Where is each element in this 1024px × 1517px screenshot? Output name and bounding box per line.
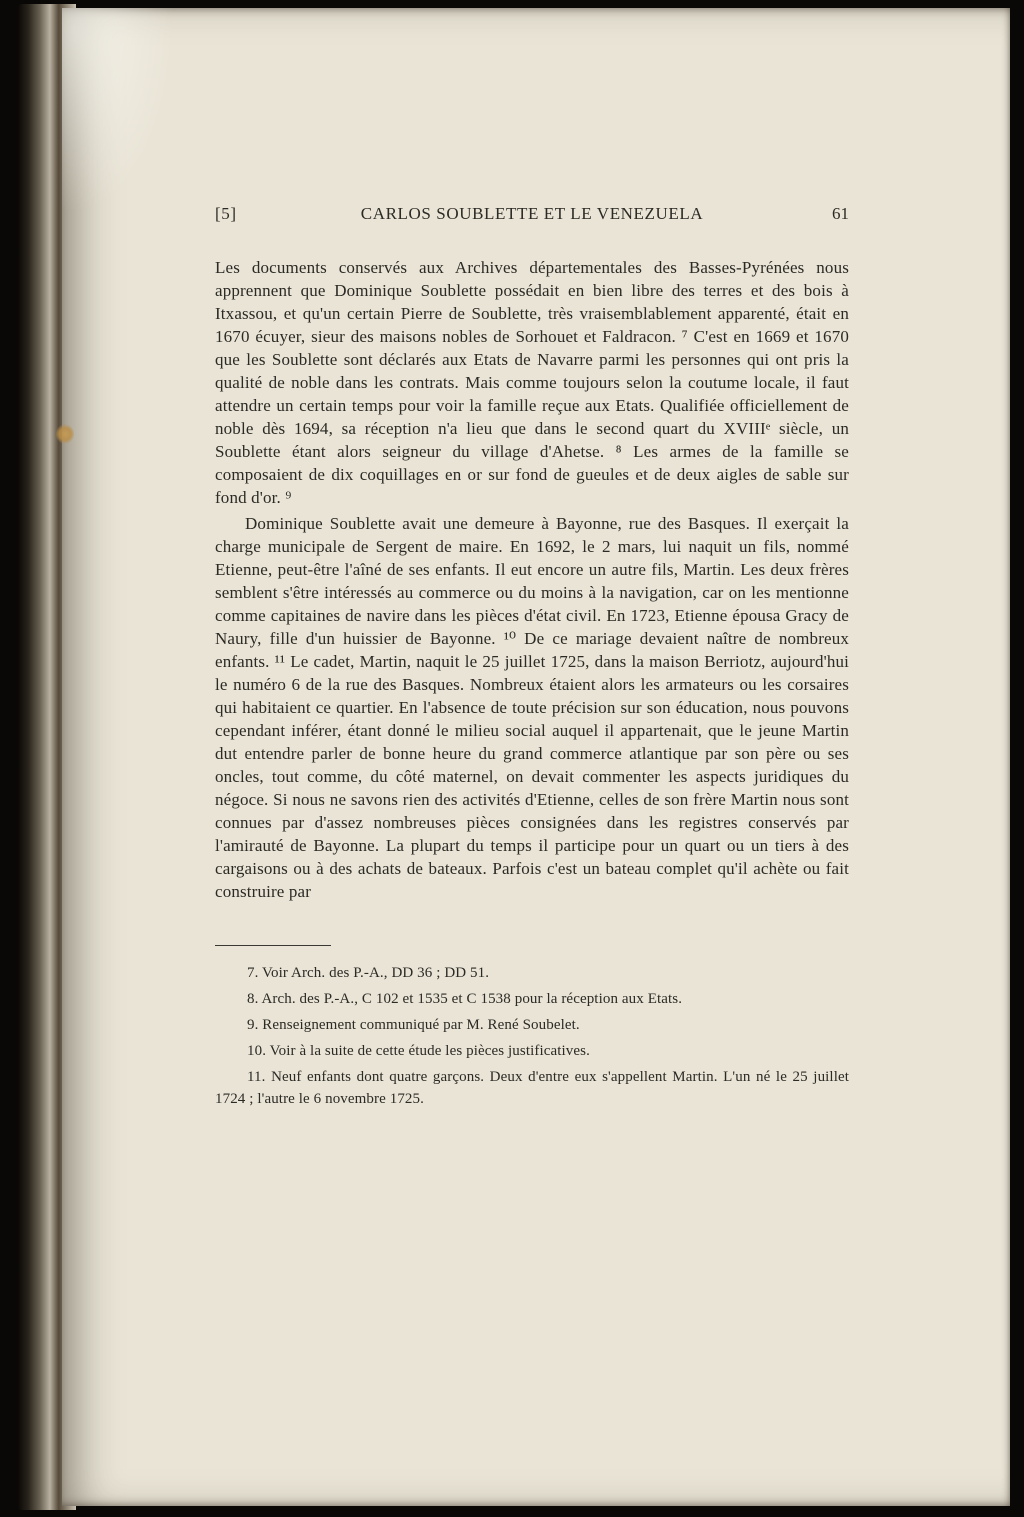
header-bracket-number: [5] [215, 204, 237, 223]
paragraph: Dominique Soublette avait une demeure à Bayonne, rue des Basques. Il exerçait la charge municipale de Sergent de maire. En 1692, le 2 mars, lui naquit un fils, nommé Etienne, peut-être l'aîné de ses enfants. Il eut encore un autre fils, Martin. Les deux frères semblent s'être intéressés au commerce ou du moins à la navigation, car on les mentionne comme capitaines de navire dans les pièces d'état civil. En 1723, Etienne épousa Gracy de Naury, fille d'un huissier de Bayonne. ¹⁰ De ce mariage devaient naître de nombreux enfants. ¹¹ Le cadet, Martin, naquit le 25 juillet 1725, dans la maison Berriotz, aujourd'hui le numéro 6 de la rue des Basques. Nombreux étaient alors les armateurs ou les corsaires qui habitaient ce quartier. En l'absence de toute précision sur son éducation, nous pouvons cependant inférer, étant donné le milieu social auquel il appartenait, que le jeune Martin dut entendre parler de bonne heure du grand commerce atlantique par son père ou ses oncles, tout comme, du côté maternel, on devait commenter les aspects juridiques du négoce. Si nous ne savons rien des activités d'Etienne, celles de son frère Martin nous sont connues par d'assez nombreuses pièces consignées dans les registres conservés par l'amirauté de Bayonne. La plupart du temps il participe pour un quart ou un tiers à des cargaisons ou à des achats de bateaux. Parfois c'est un bateau complet qu'il achète ou fait construire par [215, 514, 849, 901]
footnote: 9. Renseignement communiqué par M. René Soubelet. [247, 1017, 580, 1033]
footnote: 10. Voir à la suite de cette étude les pièces justificatives. [247, 1043, 590, 1059]
page-curl-highlight [62, 8, 182, 228]
footnote: 7. Voir Arch. des P.-A., DD 36 ; DD 51. [247, 965, 490, 981]
book-page [62, 8, 1010, 1506]
footnote-separator [215, 945, 331, 946]
running-title: CARLOS SOUBLETTE ET LE VENEZUELA [360, 204, 704, 223]
footnote: 11. Neuf enfants dont quatre garçons. Deux d'entre eux s'appellent Martin. L'un né le 25 juillet 1724 ; l'autre le 6 novembre 1725. [215, 1069, 849, 1107]
page-number: 61 [832, 204, 849, 223]
footnote: 8. Arch. des P.-A., C 102 et 1535 et C 1538 pour la réception aux Etats. [247, 991, 683, 1007]
page-content [215, 204, 849, 1114]
paragraph: Les documents conservés aux Archives départementales des Basses-Pyrénées nous apprennent que Dominique Soublette possédait en bien libre des terres et des bois à Itxassou, et qu'un certain Pierre de Soublette, très vraisemblablement apparenté, était en 1670 écuyer, sieur des maisons nobles de Sorhouet et Faldracon. ⁷ C'est en 1669 et 1670 que les Soublette sont déclarés aux Etats de Navarre parmi les personnes qui ont pris la qualité de noble dans les contrats. Mais comme toujours selon la coutume locale, il faut attendre un certain temps pour voir la famille reçue aux Etats. Qualifiée officiellement de noble dès 1694, sa réception n'a lieu que dans le second quart du XVIIIᵉ siècle, un Soublette étant alors seigneur du village d'Ahetse. ⁸ Les armes de la famille se composaient de dix coquillages en or sur fond de gueules et de deux aigles de sable sur fond d'or. ⁹ [215, 258, 849, 507]
page-header [215, 204, 849, 224]
page-stain [56, 424, 74, 444]
footnotes-section [215, 945, 849, 1110]
